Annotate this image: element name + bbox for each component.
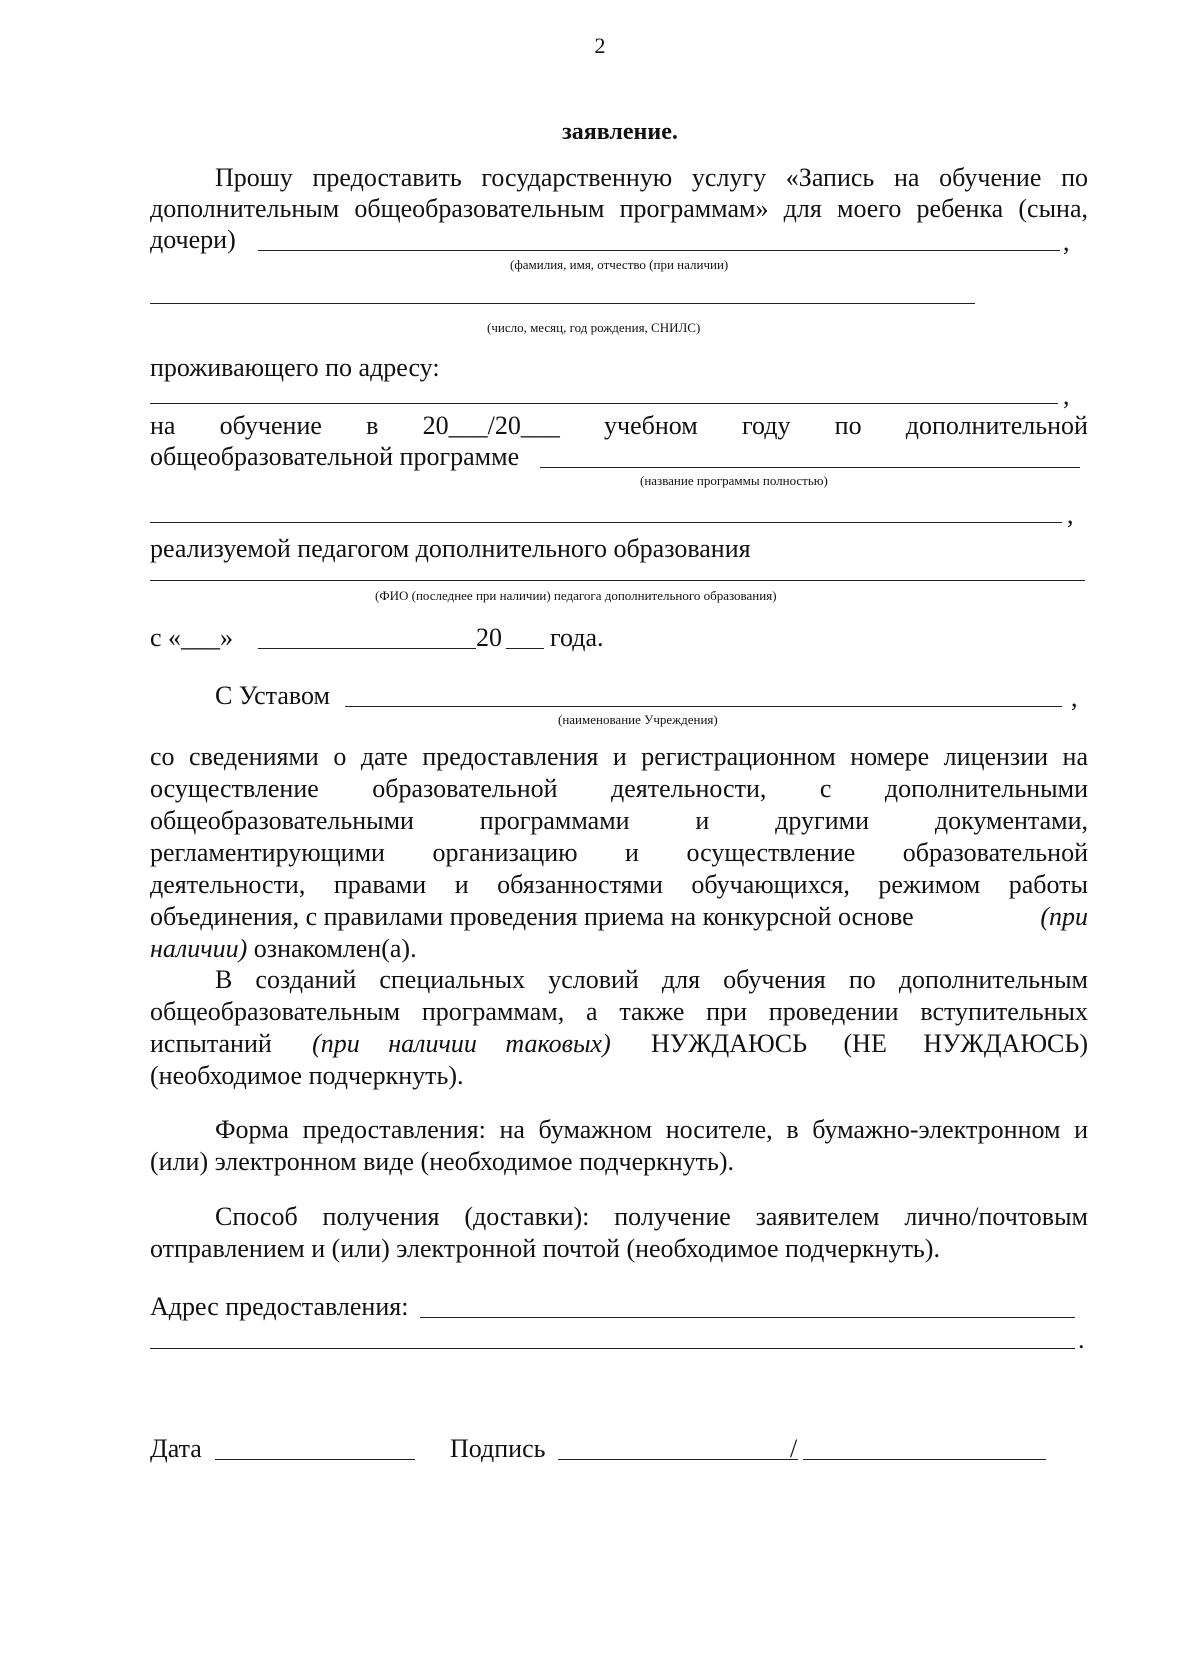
start-month-field[interactable]	[258, 648, 476, 649]
word: на	[150, 411, 176, 440]
form-line-2: (или) электронном виде (необходимое подчеркнуть).	[150, 1147, 735, 1176]
acquaint-line-4: регламентирующими организацию и осуществление образовательной	[150, 838, 1088, 867]
document-heading: заявление.	[562, 119, 678, 145]
hint-program: (название программы полностью)	[640, 473, 828, 488]
acquaint-italic: наличии)	[150, 934, 248, 963]
special-line-4: (необходимое подчеркнуть).	[150, 1061, 464, 1090]
acquaint-text: объединения, с правилами проведения приема на конкурсной основе	[150, 902, 914, 931]
signature-name-field[interactable]	[803, 1459, 1046, 1460]
intro-child-label: дочери)	[150, 225, 236, 254]
signature-field[interactable]	[558, 1459, 798, 1460]
hint-fio: (фамилия, имя, отчество (при наличии)	[510, 257, 729, 272]
comma: ,	[1067, 500, 1074, 529]
hint-institution: (наименование Учреждения)	[558, 712, 718, 727]
acquaint-line-5: деятельности, правами и обязанностями обучающихся, режимом работы	[150, 870, 1088, 899]
school-year-field[interactable]: 20___/20___	[422, 411, 560, 440]
program-name-field[interactable]	[540, 467, 1080, 468]
start-day[interactable]: с «___»	[150, 623, 234, 652]
program-name-field-2[interactable]	[150, 522, 1062, 523]
signature-label: Подпись	[450, 1434, 546, 1463]
program-label: общеобразовательной программе	[150, 442, 520, 471]
form-line-1[interactable]: Форма предоставления: на бумажном носителе, в бумажно-электронном и	[215, 1115, 1088, 1144]
acquaint-end: ознакомлен(а).	[253, 934, 417, 963]
need-choice[interactable]: НУЖДАЮСЬ (НЕ НУЖДАЮСЬ)	[651, 1029, 1088, 1058]
acquaint-line-3: общеобразовательными программами и другими документами,	[150, 806, 1088, 835]
training-year-line	[150, 410, 1088, 441]
delivery-line-1[interactable]: Способ получения (доставки): получение заявителем лично/почтовым	[215, 1202, 1088, 1231]
special-text: испытаний	[150, 1029, 272, 1058]
acquaint-line-1: со сведениями о дате предоставления и регистрационном номере лицензии на	[150, 742, 1088, 771]
delivery-address-field-2[interactable]	[150, 1348, 1075, 1349]
date-field[interactable]	[215, 1459, 415, 1460]
word: по	[834, 411, 862, 440]
delivery-line-2: отправлением и (или) электронной почтой (необходимое подчеркнуть).	[150, 1234, 940, 1263]
start-year-prefix: 20	[476, 623, 502, 652]
address-field[interactable]	[150, 403, 1058, 404]
address-label: проживающего по адресу:	[150, 353, 440, 382]
acquaint-italic: (при	[1040, 902, 1088, 931]
teacher-label: реализуемой педагогом дополнительного образования	[150, 534, 751, 563]
intro-line-1: Прошу предоставить государственную услугу «Запись на обучение по	[215, 163, 1088, 192]
word: учебном	[604, 411, 698, 440]
special-italic: (при наличии таковых)	[312, 1029, 611, 1058]
acquaint-line-7	[150, 933, 417, 964]
comma: ,	[1063, 227, 1070, 256]
intro-line-2: дополнительным общеобразовательным программам» для моего ребенка (сына,	[150, 194, 1088, 223]
special-line-1: В созданий специальных условий для обучения по дополнительным	[215, 965, 1088, 994]
acquaint-line-2: осуществление образовательной деятельности, с дополнительными	[150, 774, 1088, 803]
date-label: Дата	[150, 1434, 202, 1463]
special-line-3	[150, 1028, 1088, 1059]
page-number: 2	[594, 33, 606, 58]
acquaint-line-6	[150, 901, 1088, 932]
period: .	[1078, 1325, 1085, 1354]
word: году	[741, 411, 791, 440]
start-year-suffix: года.	[550, 623, 604, 652]
hint-birth-snils: (число, месяц, год рождения, СНИЛС)	[487, 320, 701, 335]
hint-teacher: (ФИО (последнее при наличии) педагога дополнительного образования)	[375, 588, 777, 603]
comma: ,	[1071, 683, 1078, 712]
special-line-2: общеобразовательным программам, а также при проведении вступительных	[150, 997, 1088, 1026]
delivery-address-field[interactable]	[420, 1317, 1075, 1318]
institution-name-field[interactable]	[345, 706, 1062, 707]
word: дополнительной	[905, 411, 1088, 440]
comma: ,	[1063, 381, 1070, 410]
word: в	[366, 411, 379, 440]
teacher-name-field[interactable]	[150, 580, 1085, 581]
charter-label: С Уставом	[215, 681, 330, 710]
birth-snils-field[interactable]	[150, 303, 975, 304]
word: обучение	[219, 411, 322, 440]
slash: /	[790, 1434, 798, 1463]
start-year-field[interactable]	[506, 648, 544, 649]
child-name-field[interactable]	[258, 250, 1060, 251]
delivery-address-label: Адрес предоставления:	[150, 1292, 409, 1321]
